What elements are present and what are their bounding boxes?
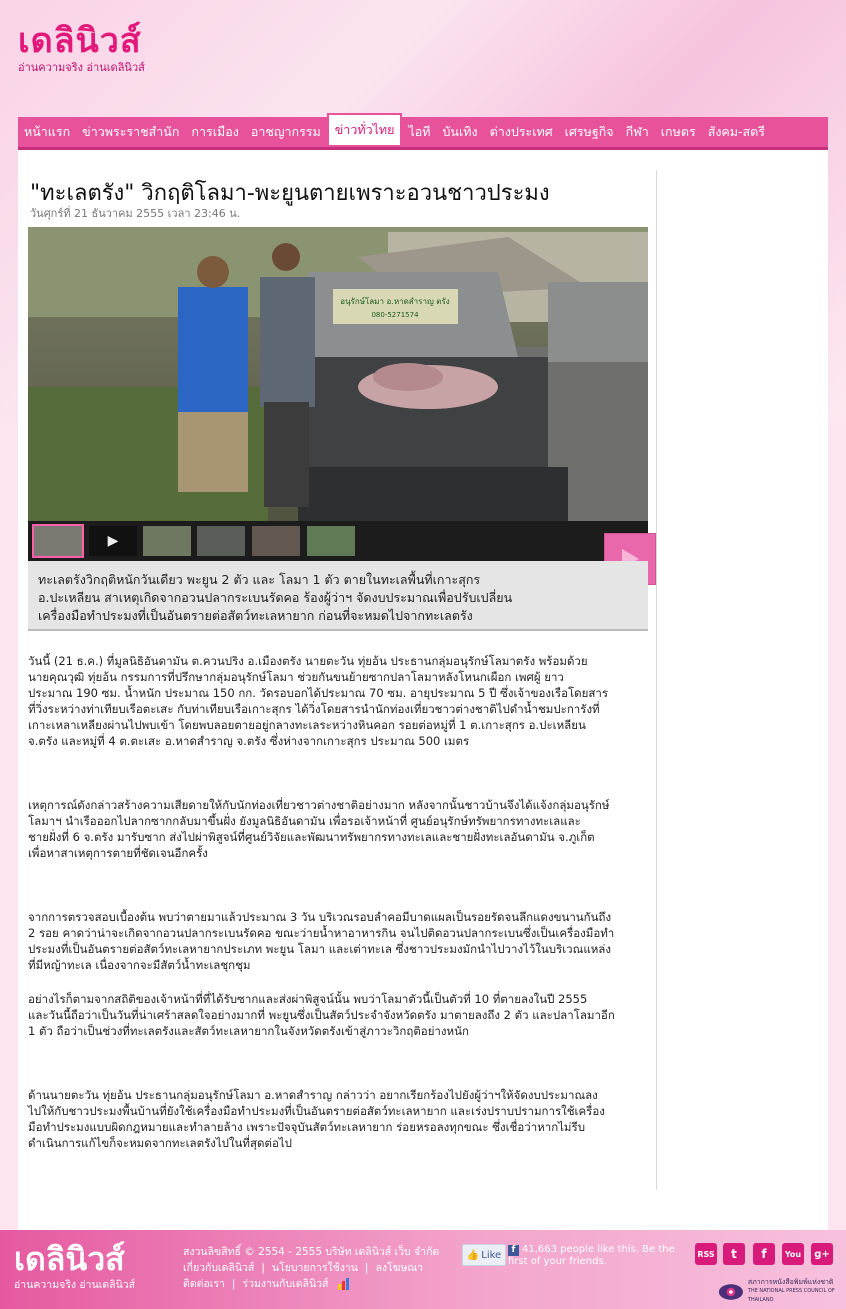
thumbnail-4[interactable]	[197, 526, 245, 556]
thumbnail-1[interactable]	[34, 526, 82, 556]
footer-link-careers[interactable]: ร่วมงานกับเดลินิวส์	[242, 1278, 329, 1290]
link-separator: |	[261, 1262, 265, 1274]
text-line: จากการตรวจสอบเบื้องต้น พบว่าตายมาแล้วประมาณ 3 วัน บริเวณรอบลำคอมีบาดแผลเป็นรอยรัดจนลึกแดงขนานกันถึง	[28, 910, 612, 924]
youtube-label: You	[784, 1249, 802, 1259]
caption-line: ทะเลตรังวิกฤติหนักวันเดียว พะยูน 2 ตัว และ โลมา 1 ตัว ตายในทะเลพื้นที่เกาะสุกร	[38, 572, 481, 587]
article-title: "ทะเลตรัง" วิกฤติโลมา-พะยูนตายเพราะอวนชาวประมง	[30, 181, 550, 206]
googleplus-icon[interactable]	[811, 1243, 833, 1265]
googleplus-label: g+	[814, 1248, 830, 1260]
text-line: ประมงที่เป็นอันตรายต่อสัตว์ทะเลหายากประเภท พะยูน โลมา และเต่าทะเล ซึ่งชาวประมงมักนำไปวางไว้ในบริเวณแหล่ง	[28, 942, 611, 956]
logo-brand: เดลินิวส์	[18, 21, 142, 61]
link-separator: |	[231, 1278, 236, 1290]
footer-logo-brand: เดลินิวส์	[14, 1240, 125, 1278]
article-photo[interactable]	[28, 227, 648, 561]
play-icon: ▶	[107, 533, 119, 549]
nav-item-entertainment[interactable]: บันเทิง	[442, 124, 478, 139]
text-line: โลมาฯ นำเรือออกไปลากซากกลับมาขึ้นฝั่ง ยังมูลนิธิอันดามัน เพื่อรอเจ้าหน้าที่ ศูนย์อนุรักษ์ทรัพยากรทางทะเลและ	[28, 814, 581, 828]
facebook-small-icon: f	[508, 1245, 519, 1256]
text-line: ดำเนินการแก้ไขก็จะหมดจากทะเลตรังไปในที่สุดต่อไป	[28, 1136, 292, 1150]
thumbnail-2-video[interactable]	[89, 526, 137, 556]
paragraph-1	[28, 653, 656, 749]
nav-item-royal[interactable]: ข่าวพระราชสำนัก	[82, 124, 180, 139]
footer-link-about[interactable]: เกี่ยวกับเดลินิวส์	[183, 1262, 255, 1274]
sign-text-2: 080-5271574	[371, 311, 419, 319]
text-line: วันนี้ (21 ธ.ค.) ที่มูลนิธิอันดามัน ต.ควนปริง อ.เมืองตรัง นายตะวัน ทุ่ยอ้น ประธานกลุ่มอนุรักษ์โลมาตรัง พร้อมด้วย	[28, 654, 588, 668]
main-nav	[18, 117, 828, 150]
text-line: 1 ตัว ถือว่าเป็นช่วงที่ทะเลตรังและสัตว์ทะเลหายากในจังหวัดตรังเข้าสู่ภาวะวิกฤติอย่างหนัก	[28, 1024, 469, 1038]
column-divider	[656, 170, 657, 1190]
text-line: ด้านนายตะวัน ทุ่ยอ้น ประธานกลุ่มอนุรักษ์โลมา อ.หาดสำราญ กล่าวว่า อยากเรียกร้องไปยังผู้ว่าฯให้จัดงบประมาณลง	[28, 1088, 598, 1102]
nav-item-world[interactable]: ต่างประเทศ	[489, 124, 553, 139]
press-council-text-en: THE NATIONAL PRESS COUNCIL OF THAILAND	[747, 1288, 835, 1303]
link-separator: |	[364, 1262, 369, 1274]
text-line: เหตุการณ์ดังกล่าวสร้างความเสียดายให้กับนักท่องเที่ยวชาวต่างชาติอย่างมาก หลังจากนั้นชาวบ้านจึงได้แจ้งกลุ่มอนุรักษ์	[28, 798, 610, 812]
rss-icon[interactable]	[695, 1243, 717, 1265]
fb-like-text: 41,663 people like this. Be the first of your friends.	[508, 1244, 675, 1267]
rss-label: RSS	[697, 1249, 715, 1259]
thumbnail-5[interactable]	[252, 526, 300, 556]
article-date: วันศุกร์ที่ 21 ธันวาคม 2555 เวลา 23:46 น.	[30, 207, 241, 220]
youtube-icon[interactable]	[782, 1243, 804, 1265]
content-area	[18, 150, 828, 1230]
photo-caption	[28, 561, 648, 631]
nav-item-crime[interactable]: อาชญากรรม	[250, 124, 321, 139]
paragraph-3	[28, 909, 656, 973]
text-line: ที่มีหญ้าทะเล เนื่องจากจะมีสัตว์น้ำทะเลชุกชุม	[28, 958, 251, 972]
text-line: ประมาณ 190 ซม. น้ำหนัก ประมาณ 150 กก. วัดรอบอกได้ประมาณ 70 ซม. อายุประมาณ 5 ปี ซึ่งเจ้าของเรือโดยสาร	[28, 686, 609, 700]
paragraph-2	[28, 797, 656, 861]
stats-icon	[338, 1278, 350, 1290]
text-line: ที่วิ่งระหว่างท่าเทียบเรือตะเสะ กับท่าเทียบเรือเกาะสุกร ได้วิ่งโดยสารนำนักท่องเที่ยวชาวต่างชาติไปดำน้ำชมปะการังที่	[28, 702, 600, 716]
caption-line: เครื่องมือทำประมงที่เป็นอันตรายต่อสัตว์ทะเลหายาก ก่อนที่จะหมดไปจากทะเลตรัง	[38, 608, 473, 623]
thumbnail-3[interactable]	[143, 526, 191, 556]
footer-copyright-block	[183, 1244, 439, 1292]
logo-tagline: อ่านความจริง อ่านเดลินิวส์	[18, 61, 145, 74]
nav-item-politics[interactable]: การเมือง	[191, 124, 239, 139]
copyright-text: สงวนลิขสิทธิ์ © 2554 - 2555 บริษัท เดลินิวส์ เว็บ จำกัด	[183, 1246, 440, 1258]
like-label: Like	[481, 1249, 502, 1261]
thumbs-up-icon: 👍	[466, 1249, 480, 1261]
paragraph-4	[28, 991, 656, 1039]
nav-item-agriculture[interactable]: เกษตร	[660, 124, 696, 139]
footer-link-policy[interactable]: นโยบายการใช้งาน	[271, 1262, 358, 1274]
site-logo[interactable]	[18, 22, 145, 76]
text-line: นายคุณวุฒิ ทุ่ยอ้น กรรมการที่ปรึกษากลุ่มอนุรักษ์โลมา ช่วยกันขนย้ายซากปลาโลมาหลังโหนกเผือก เพศผู้ ยาว	[28, 670, 564, 684]
text-line: ชายฝั่งที่ 6 จ.ตรัง มารับซาก ส่งไปผ่าพิสูจน์ที่ศูนย์วิจัยและพัฒนาทรัพยากรทางทะเลและชายฝั่งทะเลอันดามัน จ.ภูเก็ต	[28, 830, 595, 844]
facebook-icon[interactable]	[753, 1243, 775, 1265]
site-footer	[0, 1230, 846, 1309]
nav-item-economy[interactable]: เศรษฐกิจ	[564, 124, 614, 139]
text-line: เกาะเหลาเหลียงผ่านไปพบเข้า โดยพบลอยตายอยู่กลางทะเลระหว่างหินคอก รอยต่อหมู่ที่ 1 ต.เกาะสุกร อ.ปะเหลียน	[28, 718, 586, 732]
thumbnail-6[interactable]	[307, 526, 355, 556]
nav-item-sports[interactable]: กีฬา	[625, 124, 649, 139]
article-body	[28, 653, 656, 1151]
footer-link-contact[interactable]: ติดต่อเรา	[183, 1278, 225, 1290]
twitter-icon[interactable]	[723, 1243, 745, 1265]
nav-item-regional[interactable]: ข่าวทั่วไทย	[327, 113, 403, 147]
press-council-text: สภาการหนังสือพิมพ์แห่งชาติ	[747, 1278, 834, 1286]
caption-line: อ.ปะเหลียน สาเหตุเกิดจากอวนปลากระเบนรัดคอ ร้องผู้ว่าฯ จัดงบประมาณเพื่อปรับเปลี่ยน	[38, 590, 513, 605]
text-line: อย่างไรก็ตามจากสถิติของเจ้าหน้าที่ที่ได้รับซากและส่งผ่าพิสูจน์นั้น พบว่าโลมาตัวนี้เป็นตัวที่ 10 ที่ตายลงในปี 2555	[28, 992, 588, 1006]
footer-link-advertise[interactable]: ลงโฆษณา	[375, 1262, 424, 1274]
sign-text-1: อนุรักษ์โลมา อ.หาดสำราญ ตรัง	[340, 297, 450, 306]
footer-logo[interactable]	[14, 1242, 135, 1293]
nav-item-it[interactable]: ไอที	[408, 124, 431, 139]
text-line: เพื่อหาสาเหตุการตายที่ชัดเจนอีกครั้ง	[28, 846, 208, 860]
nav-item-home[interactable]: หน้าแรก	[24, 124, 71, 139]
photo-thumbnail-strip	[28, 521, 648, 561]
paragraph-5	[28, 1087, 656, 1151]
text-line: มือทำประมงแบบผิดกฎหมายและทำลายล้าง เพราะปัจจุบันสัตว์ทะเลหายาก ร่อยหรอลงทุกขณะ ซึ่งเชื่อว่าหากไม่รีบ	[28, 1120, 585, 1134]
text-line: 2 รอย คาดว่าน่าจะเกิดจากอวนปลากระเบนรัดคอ ขณะว่ายน้ำหาอาหารกิน จนไปติดอวนปลากระเบนซึ่งเป็นเครื่องมือทำ	[28, 926, 615, 940]
text-line: จ.ตรัง และหมู่ที่ 4 ต.ตะเสะ อ.หาดสำราญ จ.ตรัง ซึ่งห่างจากเกาะสุกร ประมาณ 500 เมตร	[28, 734, 470, 748]
eye-logo-icon	[718, 1282, 744, 1302]
facebook-like-count	[508, 1244, 678, 1268]
twitter-label: t	[731, 1247, 737, 1261]
facebook-label: f	[761, 1247, 767, 1261]
press-council-logo[interactable]	[718, 1278, 846, 1305]
text-line: และวันนี้ถือว่าเป็นวันที่น่าเศร้าสลดใจอย่างมากที่ พะยูนซึ่งเป็นสัตว์ประจำจังหวัดตรัง มาตายลงถึง 2 ตัว และปลาโลมาอีก	[28, 1008, 615, 1022]
footer-logo-tagline: อ่านความจริง อ่านเดลินิวส์	[14, 1279, 136, 1291]
nav-item-society[interactable]: สังคม-สตรี	[707, 124, 765, 139]
text-line: ไปให้กับชาวประมงพื้นบ้านที่ยังใช้เครื่องมือทำประมงที่เป็นอันตรายต่อสัตว์ทะเลหายาก และเร่งปราบปรามการใช้เครื่อง	[28, 1104, 605, 1118]
facebook-like-button[interactable]	[462, 1244, 506, 1266]
